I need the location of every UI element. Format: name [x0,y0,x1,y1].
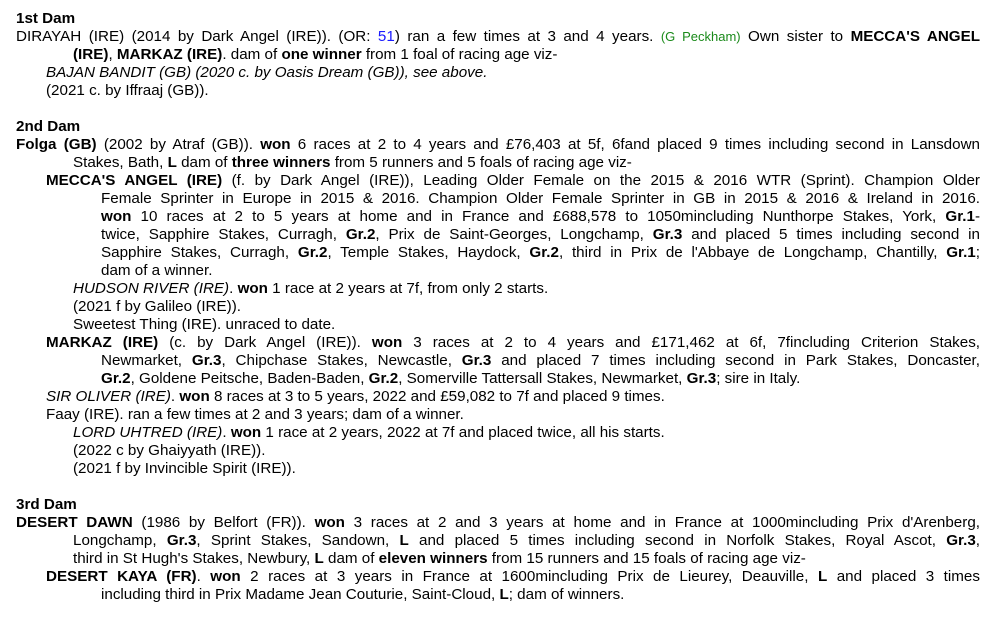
section-heading-1st-dam: 1st Dam [16,10,76,27]
third-dam-entry: DESERT DAWN (1986 by Belfort (FR)). won 3 races at 2 and 3 years at home and in France at 1000mincluding Prix d'Arenberg, Longchamp, Gr.3, Sprint Stakes, Sandown, L and placed 5 times including second in Norfolk Stakes, Royal Ascot, Gr.3, third in St Hugh's Stakes, Newbury, L dam of eleven winners from 15 runners and 15 foals of racing age viz- [16,514,981,567]
dam-name: DIRAYAH (IRE) [16,28,125,45]
progeny-lord-uhtred: LORD UHTRED (IRE). won 1 race at 2 years, 2022 at 7f and placed twice, all his starts. [73,424,665,441]
progeny-markaz: MARKAZ (IRE) (c. by Dark Angel (IRE)). won 3 races at 2 to 4 years and £171,462 at 6f, 7fincluding Criterion Stakes, Newmarket, Gr.3, Chipchase Stakes, Newcastle, Gr.3 and placed 7 times including second in Park Stakes, Doncaster, Gr.2, Goldene Peitsche, Baden-Baden, Gr.2, Somerville Tattersall Stakes, Newmarket, Gr.3; sire in Italy. [46,334,981,387]
progeny-hudson-river: HUDSON RIVER (IRE). won 1 race at 2 years at 7f, from only 2 starts. [73,280,549,297]
foal-bajan-bandit: BAJAN BANDIT (GB) (2020 c. by Oasis Dream (GB)), see above. [46,64,488,81]
progeny-2022-colt: (2022 c by Ghaiyyath (IRE)). [73,442,266,459]
foal-2021-colt: (2021 c. by Iffraaj (GB)). [46,82,209,99]
progeny-sweetest-thing: Sweetest Thing (IRE). unraced to date. [73,316,336,333]
section-heading-2nd-dam: 2nd Dam [16,118,81,135]
second-dam-entry: Folga (GB) (2002 by Atraf (GB)). won 6 races at 2 to 4 years and £76,403 at 5f, 6fand placed 9 times including second in Lansdown Stakes, Bath, L dam of three winners from 5 runners and 5 foals of racing age viz- [16,136,980,171]
progeny-faay: Faay (IRE). ran a few times at 2 and 3 years; dam of a winner. [46,406,464,423]
progeny-meccas-angel: MECCA'S ANGEL (IRE) (f. by Dark Angel (IRE)), Leading Older Female on the 2015 & 2016 WTR (Sprint). Champion Older Female Sprinter in Europe in 2015 & 2016. Champion Older Female Sprinter in GB in 2015 & 2016 & Ireland in 2016. won 10 races at 2 to 5 years at home and in France and £688,578 to 1050mincluding Nunthorpe Stakes, York, Gr.1- twice, Sapphire Stakes, Curragh, Gr.2, Prix de Saint-Georges, Longchamp, Gr.3 and placed 5 times including second in Sapphire Stakes, Curragh, Gr.2, Temple Stakes, Haydock, Gr.2, third in Prix de l'Abbaye de Longchamp, Chantilly, Gr.1; dam of a winner. [46,172,980,279]
trainer-note: (G Peckham) [660,29,741,44]
first-dam-entry: DIRAYAH (IRE) (2014 by Dark Angel (IRE)). (OR: 51) ran a few times at 3 and 4 years. (G Peckham) Own sister to MECCA'S ANGEL (IRE), MARKAZ (IRE). dam of one winner from 1 foal of racing age viz- [16,28,981,63]
progeny-sir-oliver: SIR OLIVER (IRE). won 8 races at 3 to 5 years, 2022 and £59,082 to 7f and placed 9 times. [46,388,665,405]
section-heading-3rd-dam: 3rd Dam [16,496,77,513]
progeny-2021-filly: (2021 f by Galileo (IRE)). [73,298,241,315]
official-rating[interactable]: 51 [377,28,395,45]
progeny-2021-filly-invincible: (2021 f by Invincible Spirit (IRE)). [73,460,296,477]
progeny-desert-kaya: DESERT KAYA (FR). won 2 races at 3 years in France at 1600mincluding Prix de Lieurey, Deauville, L and placed 3 times including third in Prix Madame Jean Couturie, Saint-Cloud, L; dam of winners. [46,568,980,603]
